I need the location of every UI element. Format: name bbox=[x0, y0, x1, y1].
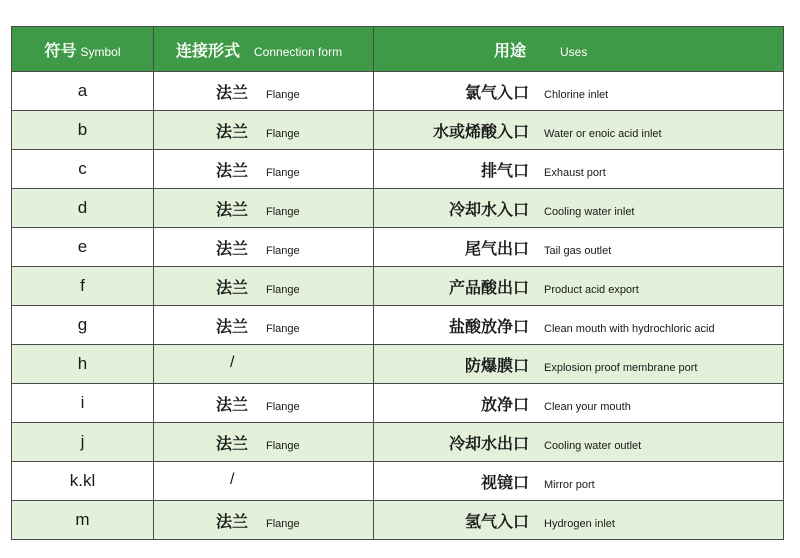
symbol-cell bbox=[12, 306, 154, 345]
table-row bbox=[12, 306, 784, 345]
symbol-header-en: Symbol bbox=[80, 44, 121, 59]
symbol-cell bbox=[12, 384, 154, 423]
uses-cell bbox=[374, 423, 784, 462]
connection-cell bbox=[154, 462, 374, 501]
uses-cell bbox=[374, 345, 784, 384]
uses-cell bbox=[374, 384, 784, 423]
symbol-cell bbox=[12, 189, 154, 228]
connection-cell bbox=[154, 267, 374, 306]
connection-none: / bbox=[230, 471, 235, 488]
connection-en: Flange bbox=[266, 89, 300, 101]
symbol-column-header bbox=[12, 27, 154, 72]
connection-header-en: Connection form bbox=[254, 44, 343, 59]
table-row bbox=[12, 267, 784, 306]
uses-cell bbox=[374, 189, 784, 228]
use-en: Hydrogen inlet bbox=[544, 518, 615, 530]
connection-cell bbox=[154, 111, 374, 150]
symbol-value: f bbox=[80, 276, 85, 295]
symbol-value: m bbox=[75, 510, 90, 529]
table-row bbox=[12, 462, 784, 501]
symbol-value: i bbox=[80, 393, 85, 412]
connection-cn: 法兰 bbox=[216, 512, 249, 531]
connection-cn: 法兰 bbox=[216, 395, 249, 414]
symbol-value: k.kl bbox=[69, 471, 96, 490]
symbol-cell bbox=[12, 150, 154, 189]
symbol-value: a bbox=[77, 81, 88, 100]
use-cn: 冷却水出口 bbox=[448, 434, 529, 453]
connection-cell bbox=[154, 501, 374, 540]
use-cn: 水或烯酸入口 bbox=[432, 122, 529, 141]
symbol-value: j bbox=[80, 432, 85, 451]
connection-cn: 法兰 bbox=[216, 200, 249, 219]
uses-cell bbox=[374, 150, 784, 189]
use-cn: 尾气出口 bbox=[464, 239, 529, 258]
connection-cell bbox=[154, 423, 374, 462]
uses-cell bbox=[374, 501, 784, 540]
connection-cn: 法兰 bbox=[216, 434, 249, 453]
symbol-cell bbox=[12, 462, 154, 501]
table-row bbox=[12, 501, 784, 540]
nozzle-table bbox=[11, 26, 784, 540]
symbol-value: e bbox=[77, 237, 88, 256]
use-cn: 放净口 bbox=[480, 395, 529, 414]
connection-en: Flange bbox=[266, 518, 300, 530]
connection-header-cn: 连接形式 bbox=[176, 40, 241, 60]
table-row bbox=[12, 384, 784, 423]
uses-header-en: Uses bbox=[560, 44, 588, 59]
uses-cell bbox=[374, 462, 784, 501]
use-en: Mirror port bbox=[544, 479, 595, 491]
connection-cell bbox=[154, 306, 374, 345]
connection-none: / bbox=[230, 354, 235, 371]
use-en: Exhaust port bbox=[544, 167, 606, 179]
connection-cn: 法兰 bbox=[216, 161, 249, 180]
table-row bbox=[12, 345, 784, 384]
use-en: Water or enoic acid inlet bbox=[544, 128, 662, 140]
table-body bbox=[12, 72, 784, 540]
connection-cn: 法兰 bbox=[216, 239, 249, 258]
connection-cell bbox=[154, 384, 374, 423]
symbol-value: b bbox=[77, 120, 88, 139]
connection-cell bbox=[154, 345, 374, 384]
symbol-value: h bbox=[77, 354, 88, 373]
symbol-cell bbox=[12, 345, 154, 384]
use-en: Product acid export bbox=[544, 284, 639, 296]
use-cn: 排气口 bbox=[480, 161, 529, 180]
uses-header-cn: 用途 bbox=[494, 40, 527, 60]
connection-en: Flange bbox=[266, 245, 300, 257]
use-cn: 盐酸放净口 bbox=[448, 317, 529, 336]
table-row bbox=[12, 111, 784, 150]
use-cn: 冷却水入口 bbox=[448, 200, 529, 219]
connection-cell bbox=[154, 189, 374, 228]
connection-column-header bbox=[154, 27, 374, 72]
use-cn: 氢气入口 bbox=[464, 512, 529, 531]
symbol-value: c bbox=[78, 159, 87, 178]
connection-cn: 法兰 bbox=[216, 278, 249, 297]
symbol-cell bbox=[12, 228, 154, 267]
connection-cell bbox=[154, 72, 374, 111]
use-en: Explosion proof membrane port bbox=[544, 362, 698, 374]
connection-cn: 法兰 bbox=[216, 83, 249, 102]
connection-en: Flange bbox=[266, 206, 300, 218]
use-en: Clean mouth with hydrochloric acid bbox=[544, 323, 715, 335]
uses-cell bbox=[374, 228, 784, 267]
symbol-cell bbox=[12, 501, 154, 540]
connection-en: Flange bbox=[266, 440, 300, 452]
symbol-cell bbox=[12, 72, 154, 111]
symbol-cell bbox=[12, 423, 154, 462]
use-en: Clean your mouth bbox=[544, 401, 631, 413]
connection-en: Flange bbox=[266, 167, 300, 179]
use-cn: 防爆膜口 bbox=[464, 356, 529, 375]
use-cn: 氯气入口 bbox=[464, 83, 529, 102]
use-en: Cooling water outlet bbox=[544, 440, 642, 452]
table-row bbox=[12, 423, 784, 462]
use-cn: 产品酸出口 bbox=[448, 278, 529, 297]
symbol-cell bbox=[12, 111, 154, 150]
connection-cell bbox=[154, 150, 374, 189]
use-en: Cooling water inlet bbox=[544, 206, 635, 218]
symbol-value: g bbox=[77, 315, 88, 334]
use-en: Chlorine inlet bbox=[544, 89, 609, 101]
table-row bbox=[12, 228, 784, 267]
connection-en: Flange bbox=[266, 323, 300, 335]
connection-en: Flange bbox=[266, 401, 300, 413]
uses-cell bbox=[374, 111, 784, 150]
uses-cell bbox=[374, 72, 784, 111]
table-row bbox=[12, 150, 784, 189]
symbol-header-cn: 符号 bbox=[44, 40, 77, 60]
connection-en: Flange bbox=[266, 128, 300, 140]
uses-cell bbox=[374, 267, 784, 306]
uses-column-header bbox=[374, 27, 784, 72]
symbol-cell bbox=[12, 267, 154, 306]
table-header bbox=[12, 27, 784, 72]
symbol-value: d bbox=[77, 198, 88, 217]
connection-cn: 法兰 bbox=[216, 317, 249, 336]
connection-cell bbox=[154, 228, 374, 267]
connection-cn: 法兰 bbox=[216, 122, 249, 141]
table-row bbox=[12, 189, 784, 228]
header-row bbox=[12, 27, 784, 72]
connection-en: Flange bbox=[266, 284, 300, 296]
table-row bbox=[12, 72, 784, 111]
use-cn: 视镜口 bbox=[480, 473, 529, 492]
use-en: Tail gas outlet bbox=[544, 245, 612, 257]
uses-cell bbox=[374, 306, 784, 345]
